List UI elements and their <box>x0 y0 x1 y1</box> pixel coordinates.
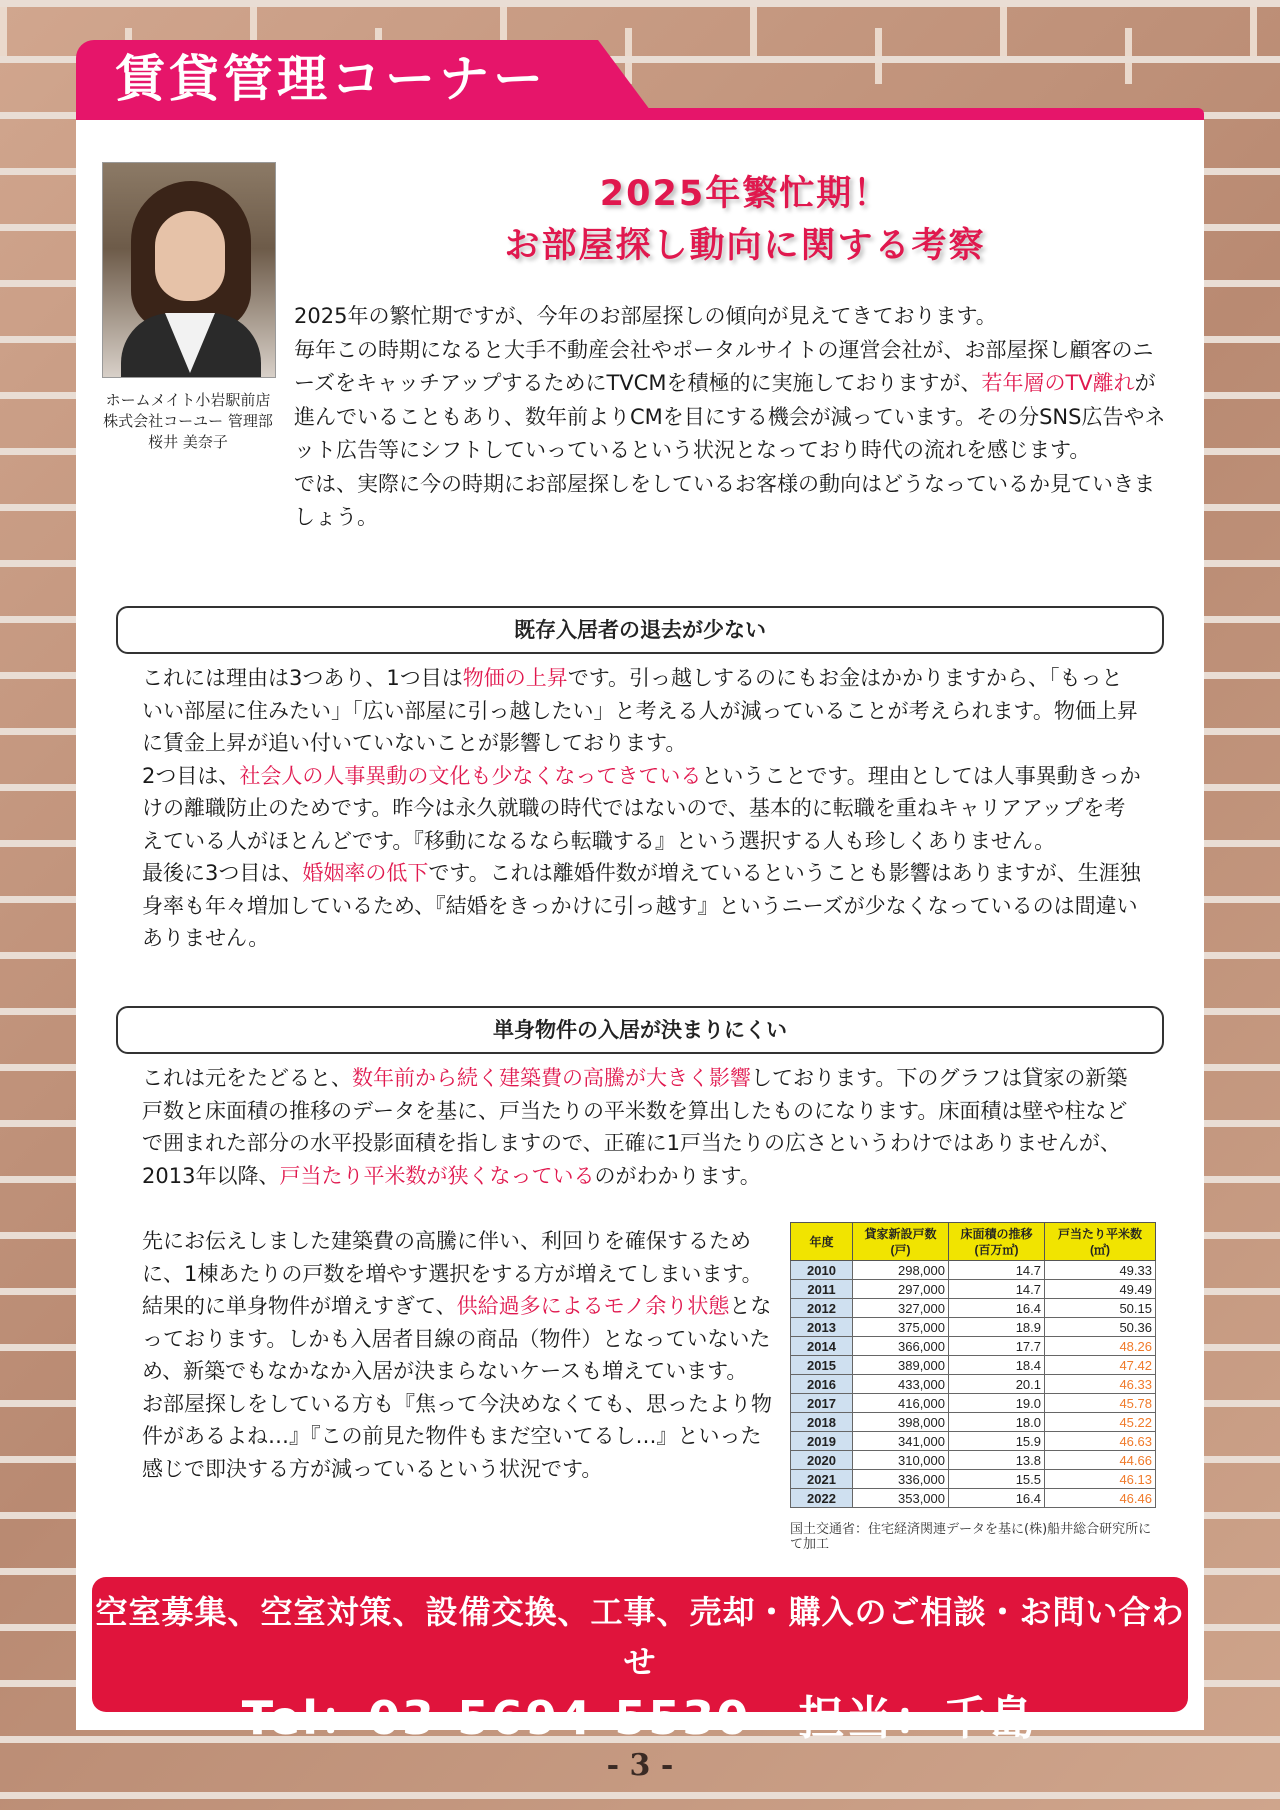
table-row <box>791 1299 1156 1318</box>
highlight-text: 数年前から続く建築費の高騰が大きく影響 <box>352 1066 751 1090</box>
author-photo <box>102 162 276 378</box>
col-sqm-per-unit: 戸当たり平米数 (㎡) <box>1045 1223 1156 1261</box>
table-cell: 298,000 <box>853 1261 949 1280</box>
table-cell: 366,000 <box>853 1337 949 1356</box>
contact-banner <box>92 1577 1188 1745</box>
table-row <box>791 1470 1156 1489</box>
table-cell: 2017 <box>791 1394 853 1413</box>
table-row <box>791 1356 1156 1375</box>
table-cell: 2018 <box>791 1413 853 1432</box>
table-cell: 327,000 <box>853 1299 949 1318</box>
table-cell: 398,000 <box>853 1413 949 1432</box>
contact-heading: 空室募集、空室対策、設備交換、工事、売却・購入のご相談・お問い合わせ <box>95 1593 1185 1681</box>
table-row <box>791 1394 1156 1413</box>
table-row <box>791 1261 1156 1280</box>
table-cell: 15.9 <box>949 1432 1045 1451</box>
highlight-text: 供給過多によるモノ余り状態 <box>456 1294 730 1318</box>
table-cell: 46.46 <box>1045 1489 1156 1508</box>
corner-title: 賃貸管理コーナー <box>115 50 547 108</box>
section-heading-2: 単身物件の入居が決まりにくい <box>116 1006 1164 1054</box>
table-row <box>791 1413 1156 1432</box>
section2-lower-text: 先にお伝えしました建築費の高騰に伴い、利回りを確保するために、1棟あたりの戸数を増やす選択をする方が増えてしまいます。結果的に単身物件が増えすぎて、供給過多によるモノ余り状態となっております。しかも入居者目線の商品（物件）となっていないため、新築でもなかなか入居が決まらないケースも増えています。 お部屋探しをしている方も『焦って今決めなくても、思ったより物件があるよね…』『この前見た物件もまだ空いてるし…』といった感じで即決する方が減っているという状況です。 <box>142 1229 772 1481</box>
table-row <box>791 1451 1156 1470</box>
table-cell: 336,000 <box>853 1470 949 1489</box>
table-cell: 50.36 <box>1045 1318 1156 1337</box>
highlight-text: 婚姻率の低下 <box>302 861 429 885</box>
table-cell: 310,000 <box>853 1451 949 1470</box>
table-cell: 2019 <box>791 1432 853 1451</box>
table-cell: 2010 <box>791 1261 853 1280</box>
table-cell: 13.8 <box>949 1451 1045 1470</box>
highlight-text: 戸当たり平米数が狭くなっている <box>279 1163 595 1188</box>
table-cell: 46.63 <box>1045 1432 1156 1451</box>
table-cell: 18.0 <box>949 1413 1045 1432</box>
table-cell: 45.22 <box>1045 1413 1156 1432</box>
table-row <box>791 1375 1156 1394</box>
table-cell: 2014 <box>791 1337 853 1356</box>
author-name: 桜井 美奈子 <box>148 433 228 451</box>
col-year: 年度 <box>791 1223 853 1261</box>
table-cell: 19.0 <box>949 1394 1045 1413</box>
table-row <box>791 1489 1156 1508</box>
table-cell: 2022 <box>791 1489 853 1508</box>
table-cell: 14.7 <box>949 1280 1045 1299</box>
section2-text: これは元をたどると、数年前から続く建築費の高騰が大きく影響しております。下のグラフは貸家の新築戸数と床面積の推移のデータを基に、戸当たりの平米数を算出したものになります。床面積は壁や柱などで囲まれた部分の水平投影面積を指しますので、正確に1戸当たりの広さというわけではありませんが、2013年以降、戸当たり平米数が狭くなっているのがわかります。 <box>142 1066 1128 1188</box>
table-cell: 2015 <box>791 1356 853 1375</box>
table-cell: 2020 <box>791 1451 853 1470</box>
table-source: 国土交通省：住宅経済関連データを基に(株)船井総合研究所にて加工 <box>790 1522 1152 1552</box>
table-cell: 375,000 <box>853 1318 949 1337</box>
table-cell: 341,000 <box>853 1432 949 1451</box>
table-row <box>791 1432 1156 1451</box>
table-cell: 2011 <box>791 1280 853 1299</box>
page-number: - 3 - <box>606 1748 674 1783</box>
table-cell: 49.49 <box>1045 1280 1156 1299</box>
table-cell: 16.4 <box>949 1299 1045 1318</box>
article-title: 2025年繁忙期！ お部屋探し動向に関する考察 <box>504 174 986 266</box>
table-cell: 2013 <box>791 1318 853 1337</box>
table-header-row <box>791 1223 1156 1261</box>
intro-text: 2025年の繁忙期ですが、今年のお部屋探しの傾向が見えてきております。 毎年この時期になると大手不動産会社やポータルサイトの運営会社が、お部屋探し顧客のニーズをキャッチアップするためにTVCMを積極的に実施しておりますが、若年層のTV離れが進んでいることもあり、数年前よりCMを目にする機会が減っています。その分SNS広告やネット広告等にシフトしていっているという状況となっており時代の流れを感じます。 では、実際に今の時期にお部屋探しをしているお客様の動向はどうなっているか見ていきましょう。 <box>294 304 1166 529</box>
table-cell: 433,000 <box>853 1375 949 1394</box>
section-heading-1: 既存入居者の退去が少ない <box>116 606 1164 654</box>
table-cell: 45.78 <box>1045 1394 1156 1413</box>
section1-text: これには理由は3つあり、1つ目は物価の上昇です。引っ越しするのにもお金はかかりますから、「もっといい部屋に住みたい」「広い部屋に引っ越したい」と考える人が減っていることが考えられます。物価上昇に賃金上昇が追い付いていないことが影響しております。 2つ目は、社会人の人事異動の文化も少なくなってきているということです。理由としては人事異動きっかけの離職防止のためです。昨今は永久就職の時代ではないので、基本的に転職を重ねキャリアアップを考えている人がほとんどです。『移動になるなら転職する』という選択する人も珍しくありません。 最後に3つ目は、婚姻率の低下です。これは離婚件数が増えているということも影響はありますが、生涯独身率も年々増加しているため、『結婚をきっかけに引っ越す』というニーズが少なくなっているのは間違いありません。 <box>142 666 1141 950</box>
table-cell: 49.33 <box>1045 1261 1156 1280</box>
highlight-text: 社会人の人事異動の文化も少なくなってきている <box>239 763 702 788</box>
table-cell: 18.4 <box>949 1356 1045 1375</box>
table-cell: 297,000 <box>853 1280 949 1299</box>
contact-phone[interactable]: Tel：03-5694-5530 担当：千島 <box>241 1691 1039 1745</box>
table-cell: 389,000 <box>853 1356 949 1375</box>
table-cell: 2016 <box>791 1375 853 1394</box>
col-floor-area: 床面積の推移 (百万㎡) <box>949 1223 1045 1261</box>
data-table <box>790 1222 1156 1508</box>
table-row <box>791 1337 1156 1356</box>
table-cell: 50.15 <box>1045 1299 1156 1318</box>
table-cell: 46.33 <box>1045 1375 1156 1394</box>
table-cell: 18.9 <box>949 1318 1045 1337</box>
author-store: ホームメイト小岩駅前店 <box>105 391 271 409</box>
table-cell: 416,000 <box>853 1394 949 1413</box>
table-row <box>791 1318 1156 1337</box>
table-cell: 47.42 <box>1045 1356 1156 1375</box>
table-row <box>791 1280 1156 1299</box>
table-cell: 14.7 <box>949 1261 1045 1280</box>
table-cell: 2021 <box>791 1470 853 1489</box>
table-cell: 17.7 <box>949 1337 1045 1356</box>
col-units: 貸家新設戸数 (戸) <box>853 1223 949 1261</box>
table-cell: 44.66 <box>1045 1451 1156 1470</box>
table-cell: 2012 <box>791 1299 853 1318</box>
author-caption <box>88 390 288 453</box>
table-cell: 48.26 <box>1045 1337 1156 1356</box>
table-cell: 16.4 <box>949 1489 1045 1508</box>
table-cell: 46.13 <box>1045 1470 1156 1489</box>
table-cell: 20.1 <box>949 1375 1045 1394</box>
highlight-text: 若年層のTV離れ <box>981 371 1135 395</box>
author-company: 株式会社コーユー 管理部 <box>103 412 273 430</box>
table-cell: 353,000 <box>853 1489 949 1508</box>
table-cell: 15.5 <box>949 1470 1045 1489</box>
highlight-text: 物価の上昇 <box>462 666 568 690</box>
